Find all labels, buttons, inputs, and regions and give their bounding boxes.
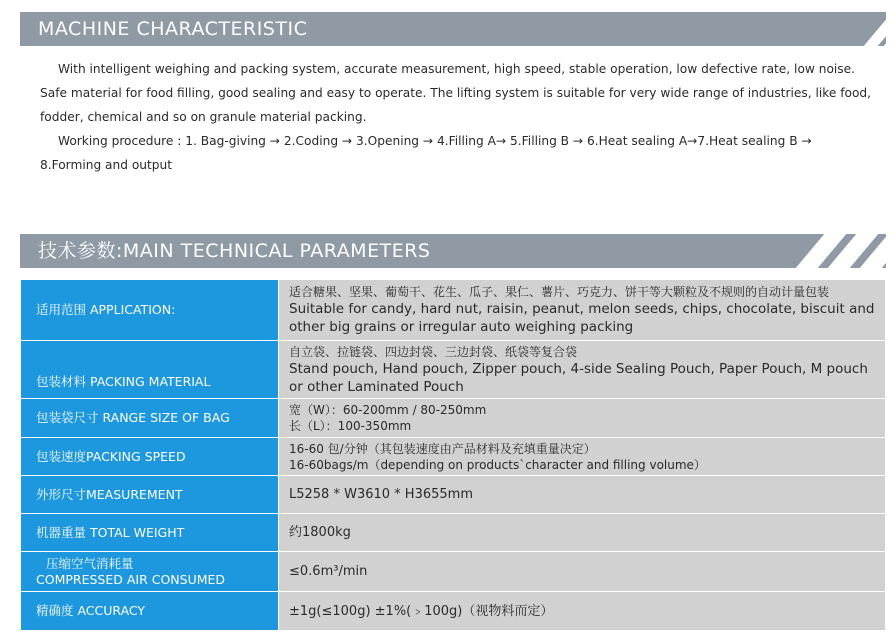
size-label: 包装袋尺寸 RANGE SIZE OF BAG (21, 399, 279, 438)
measurement-value: L5258 * W3610 * H3655mm (279, 476, 886, 514)
air-label-en: COMPRESSED AIR CONSUMED (36, 571, 226, 587)
application-value (279, 280, 886, 341)
parameters-table (20, 279, 886, 631)
application-label: 适用范围 APPLICATION: (21, 280, 279, 341)
table-row (21, 476, 886, 514)
table-row (21, 438, 886, 476)
accuracy-value: ±1g(≤100g) ±1%(﹥100g)（视物料而定） (279, 592, 886, 631)
material-value (279, 341, 886, 399)
material-en-2: or other Laminated Pouch (289, 378, 464, 395)
air-label-cn: 压缩空气消耗量 (46, 555, 134, 571)
section-banner-characteristic (20, 12, 886, 46)
speed-value (279, 438, 886, 476)
section-banner-parameters (20, 234, 886, 268)
application-en-1: Suitable for candy, hard nut, raisin, peanut, melon seeds, chips, chocolate, biscuit and (289, 301, 875, 317)
air-value: ≤0.6m³/min (279, 552, 886, 592)
size-value (279, 399, 886, 438)
table-row (21, 280, 886, 341)
table-row (21, 514, 886, 552)
size-length: 长（L）：100-350mm (289, 419, 412, 433)
weight-label: 机器重量 TOTAL WEIGHT (21, 514, 279, 552)
intro-paragraph: With intelligent weighing and packing system, accurate measurement, high speed, stable operation, low defective rate, low noise. Safe material for food filling, good sealing and easy to operate. The lifting system is suitable for very wide range of industries, like food, fodder, chemical and so on granule material packing. (40, 62, 872, 124)
table-row (21, 552, 886, 592)
material-cn: 自立袋、拉链袋、四边封袋、三边封袋、纸袋等复合袋 (289, 344, 578, 359)
section-title-characteristic: MACHINE CHARACTERISTIC (38, 18, 308, 40)
table-row (21, 341, 886, 399)
material-en-1: Stand pouch, Hand pouch, Zipper pouch, 4-side Sealing Pouch, Paper Pouch, M pouch (289, 360, 868, 377)
application-cn: 适合糖果、坚果、葡萄干、花生、瓜子、果仁、薯片、巧克力、饼干等大颗粒及不规则的自动计量包装 (289, 285, 830, 299)
application-en-2: other big grains or irregular auto weighing packing (289, 319, 634, 335)
material-label: 包装材料 PACKING MATERIAL (21, 341, 279, 399)
size-width: 宽（W）：60-200mm / 80-250mm (289, 403, 487, 417)
air-label (21, 552, 279, 592)
section-title-parameters: 技术参数:MAIN TECHNICAL PARAMETERS (38, 240, 431, 262)
measurement-label: 外形尺寸MEASUREMENT (21, 476, 279, 514)
weight-value: 约1800kg (279, 514, 886, 552)
working-procedure: Working procedure : 1. Bag-giving → 2.Coding → 3.Opening → 4.Filling A→ 5.Filling B → 6.Heat sealing A→7.Heat sealing B → 8.Forming and output (40, 134, 812, 172)
accuracy-label: 精确度 ACCURACY (21, 592, 279, 631)
table-row (21, 399, 886, 438)
speed-en: 16-60bags/m（depending on products`character and filling volume） (289, 457, 706, 472)
speed-cn: 16-60 包/分钟（其包装速度由产品材料及充填重量决定） (289, 441, 596, 456)
speed-label: 包装速度PACKING SPEED (21, 438, 279, 476)
table-row (21, 592, 886, 631)
